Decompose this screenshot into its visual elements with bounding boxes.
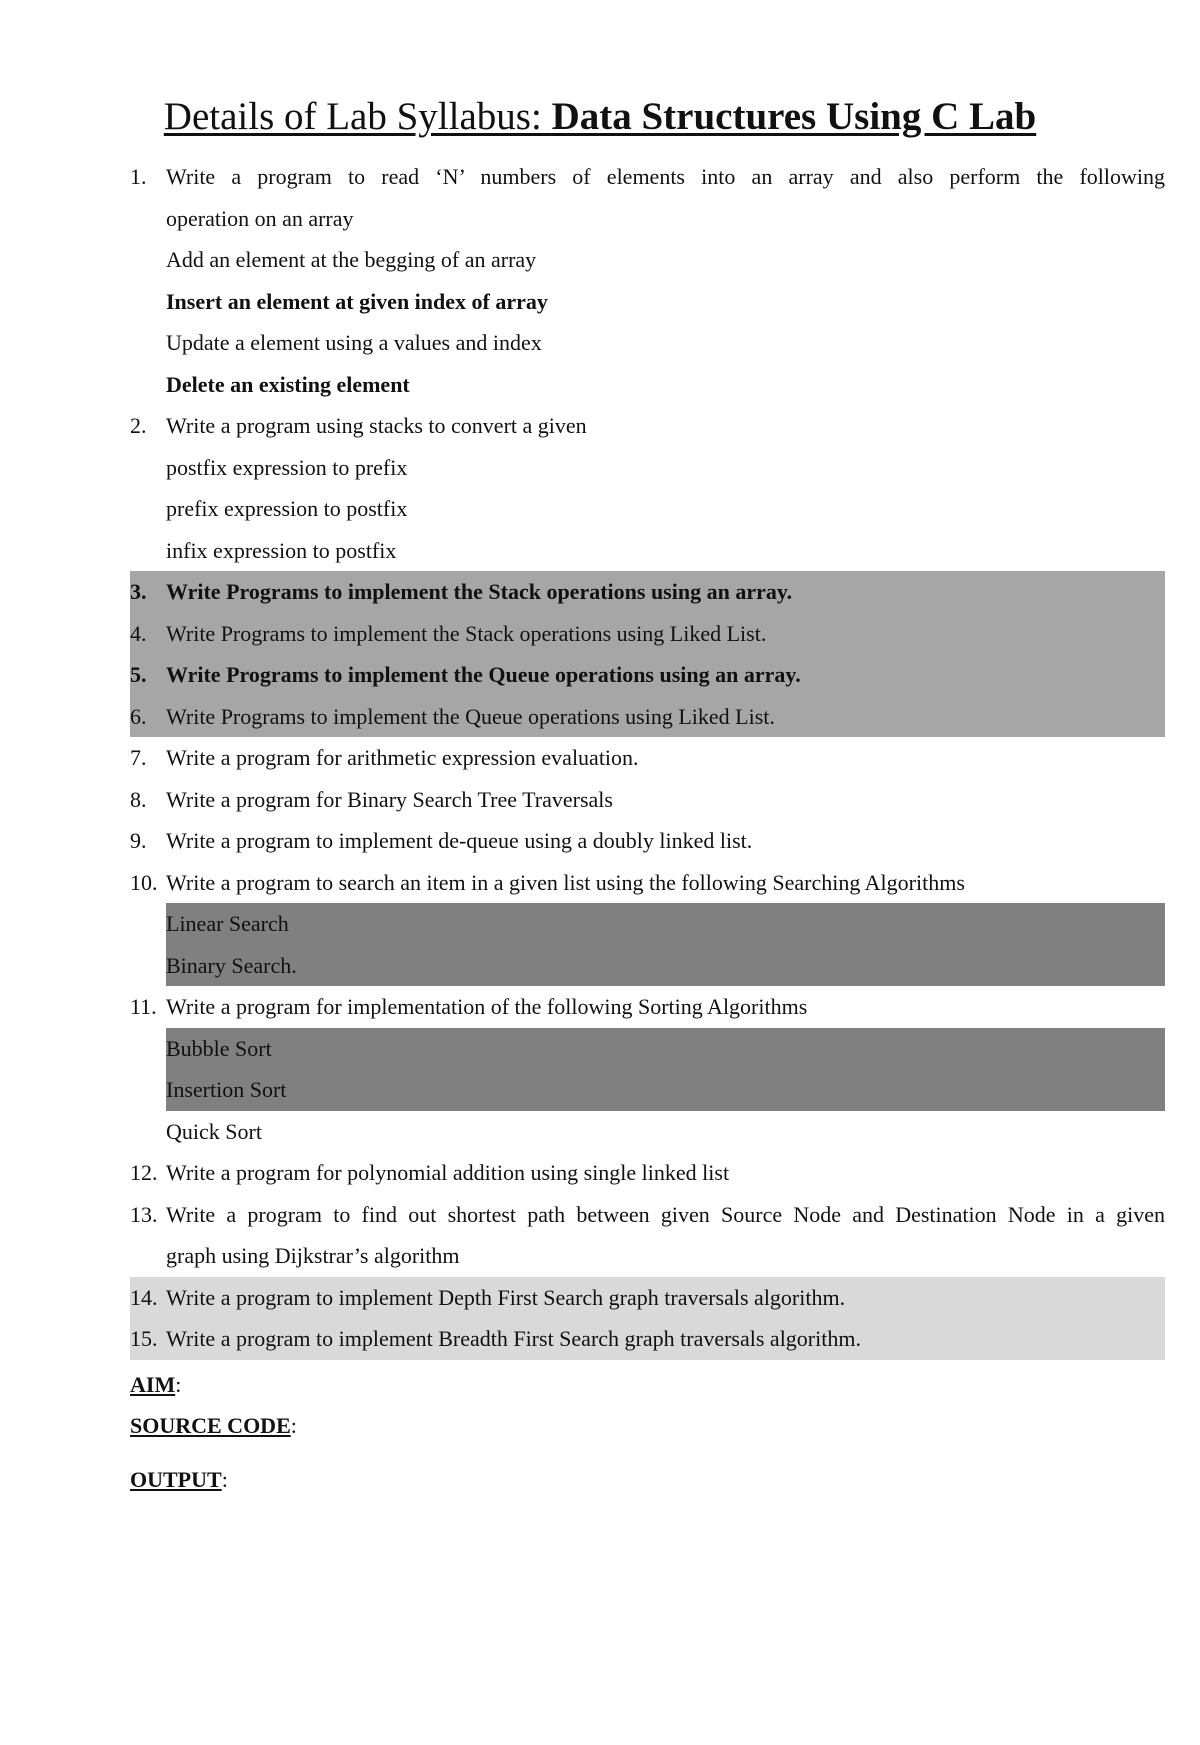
list-item-text: Write a program for implementation of the following Sorting Algorithms xyxy=(166,994,808,1019)
list-item-number: 15. xyxy=(130,1326,158,1351)
title-prefix: Details of Lab Syllabus: xyxy=(163,95,552,138)
list-item xyxy=(130,1111,1165,1153)
list-item xyxy=(130,1152,1165,1194)
list-item-number: 4. xyxy=(130,620,147,646)
list-item xyxy=(166,1069,1165,1111)
list-item xyxy=(130,862,1165,904)
list-item xyxy=(166,903,1165,945)
list-item-number: 1. xyxy=(130,164,147,189)
list-item-number: 2. xyxy=(130,413,147,438)
list-item-number: 10. xyxy=(130,869,158,895)
list-item-number: 9. xyxy=(130,828,147,853)
list-item-text: Write a program for arithmetic expression evaluation. xyxy=(166,745,639,770)
list-item-text: Delete an existing element xyxy=(166,371,410,397)
list-item xyxy=(130,654,1165,696)
list-item xyxy=(130,613,1165,655)
document-title xyxy=(0,92,1200,142)
list-item xyxy=(130,488,1165,530)
list-item xyxy=(130,1318,1165,1360)
list-item-text: Write a program to find out shortest path between given Source Node and Destination Node in a given xyxy=(166,1201,1165,1227)
list-item-text: Write Programs to implement the Stack operations using Liked List. xyxy=(166,620,767,646)
list-item xyxy=(130,530,1165,572)
list-item xyxy=(130,571,1165,613)
list-item xyxy=(130,696,1165,738)
list-item xyxy=(130,322,1165,364)
list-item xyxy=(130,1277,1165,1319)
list-item xyxy=(130,198,1165,240)
list-item-text: Bubble Sort xyxy=(166,1035,272,1061)
list-item-text: Insert an element at given index of array xyxy=(166,288,548,314)
list-item xyxy=(130,1194,1165,1236)
list-item xyxy=(130,364,1165,406)
aim-heading: AIM: xyxy=(130,1372,182,1397)
list-item-number: 6. xyxy=(130,703,147,729)
list-item-text: postfix expression to prefix xyxy=(166,454,408,480)
list-item-text: Write a program to implement de-queue using a doubly linked list. xyxy=(166,828,753,853)
list-item-number: 7. xyxy=(130,745,147,770)
list-item xyxy=(166,1028,1165,1070)
list-item-text: Insertion Sort xyxy=(166,1077,287,1102)
list-item-text: Write Programs to implement the Queue operations using Liked List. xyxy=(166,703,775,729)
list-item xyxy=(130,156,1165,198)
list-item xyxy=(130,281,1165,323)
list-item-text: Write a program to implement Depth First Search graph traversals algorithm. xyxy=(166,1284,846,1310)
list-item-text: Update a element using a values and index xyxy=(166,330,542,355)
list-item xyxy=(130,447,1165,489)
list-item-text: Linear Search xyxy=(166,911,289,936)
list-item-text: prefix expression to postfix xyxy=(166,496,408,521)
list-item-number: 11. xyxy=(130,994,157,1019)
list-item xyxy=(130,986,1165,1028)
list-item xyxy=(130,820,1165,862)
list-item xyxy=(130,405,1165,447)
output-heading: OUTPUT: xyxy=(130,1467,228,1492)
list-item xyxy=(130,737,1165,779)
title-bold: Data Structures Using C Lab xyxy=(551,95,1037,138)
list-item xyxy=(130,779,1165,821)
list-item-text: Quick Sort xyxy=(166,1118,262,1144)
list-item-text: Write a program to read ‘N’ numbers of elements into an array and also perform the following xyxy=(166,164,1165,189)
list-item-text: Write a program to implement Breadth First Search graph traversals algorithm. xyxy=(166,1326,861,1351)
list-item-text: Write a program for polynomial addition using single linked list xyxy=(166,1160,730,1185)
list-item-number: 13. xyxy=(130,1201,158,1227)
list-item-text: infix expression to postfix xyxy=(166,537,397,563)
source-code-heading: SOURCE CODE: xyxy=(130,1413,297,1438)
list-item-number: 14. xyxy=(130,1284,158,1310)
list-item-number: 3. xyxy=(130,579,147,604)
list-item-text: Add an element at the begging of an array xyxy=(166,247,537,272)
list-item-number: 5. xyxy=(130,662,147,687)
list-item-text: graph using Dijkstrar’s algorithm xyxy=(166,1243,460,1268)
list-item-text: Write a program to search an item in a given list using the following Searching Algorithms xyxy=(166,869,965,895)
list-item-number: 8. xyxy=(130,786,147,812)
list-item-text: Write a program using stacks to convert a given xyxy=(166,413,587,438)
list-item-number: 12. xyxy=(130,1160,158,1185)
list-item xyxy=(130,1235,1165,1277)
list-item-text: operation on an array xyxy=(166,205,354,231)
list-item xyxy=(166,945,1165,987)
list-item-text: Write a program for Binary Search Tree Traversals xyxy=(166,786,613,812)
list-item-text: Write Programs to implement the Queue operations using an array. xyxy=(166,662,801,687)
list-item xyxy=(130,239,1165,281)
list-item-text: Write Programs to implement the Stack operations using an array. xyxy=(166,579,793,604)
list-item-text: Binary Search. xyxy=(166,952,297,978)
